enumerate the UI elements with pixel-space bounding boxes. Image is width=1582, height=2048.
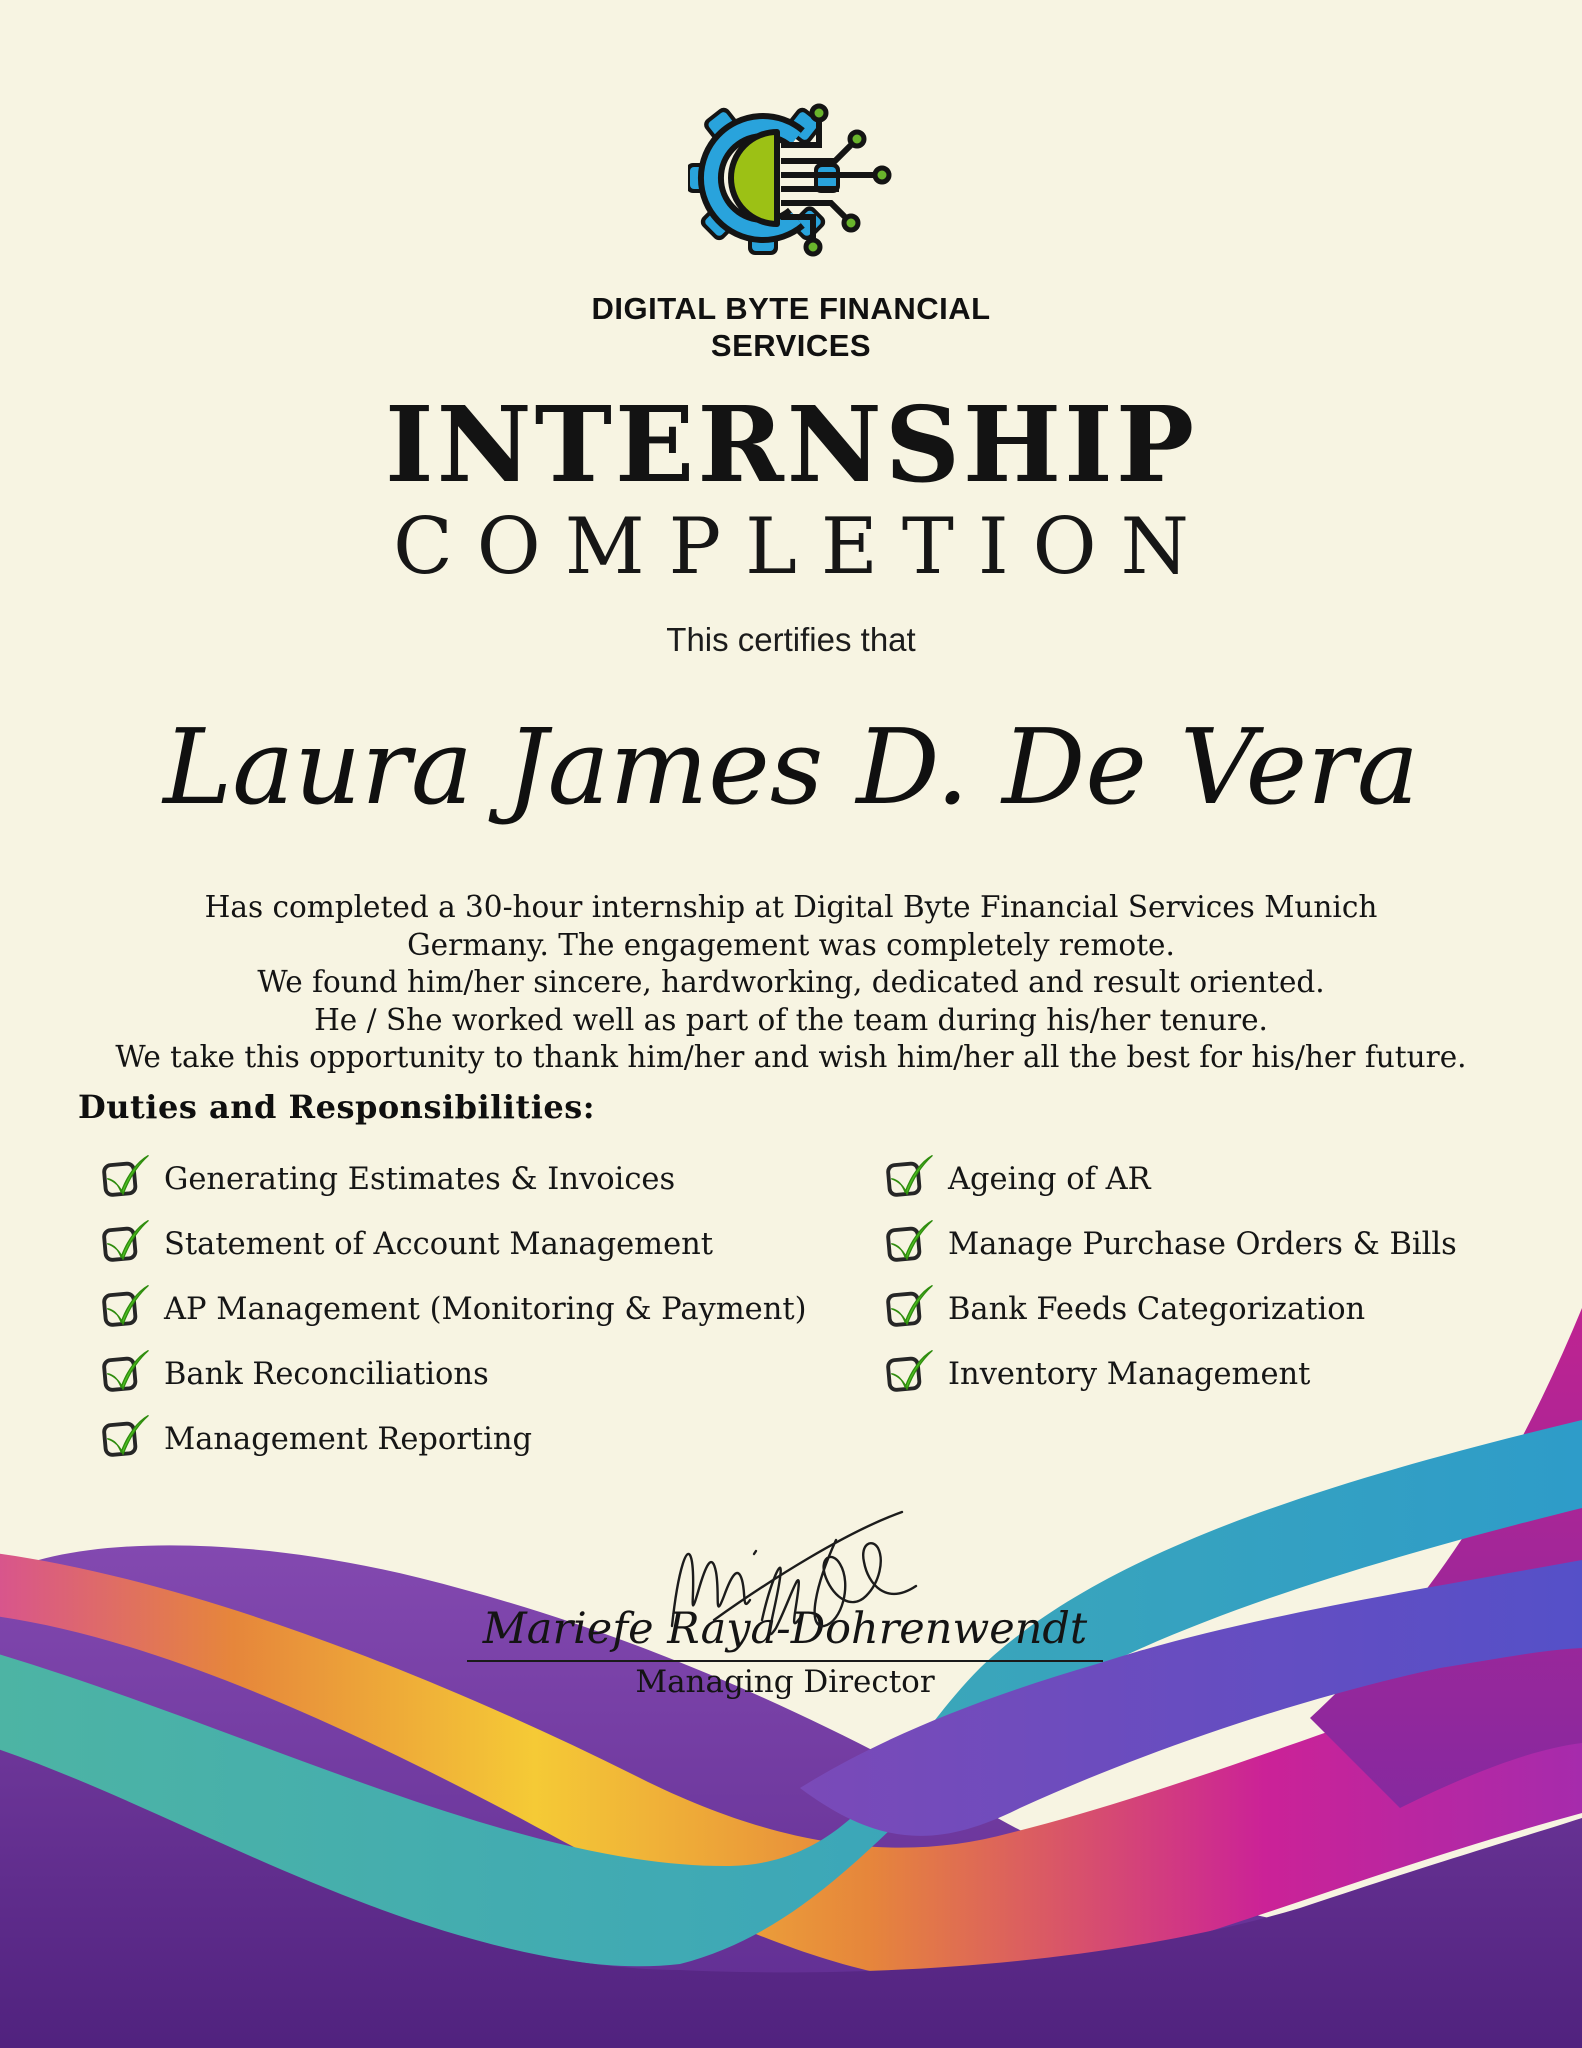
duty-item-label: Ageing of AR (948, 1161, 1151, 1197)
duties-column-2 (884, 1158, 1457, 1418)
recipient-name: Laura James D. De Vera (163, 706, 1419, 828)
organization-name (0, 290, 1582, 364)
checked-checkbox-icon (100, 1279, 150, 1329)
body-line: Germany. The engagement was completely remote. (407, 927, 1175, 962)
body-line: Has completed a 30-hour internship at Digital Byte Financial Services Munich (204, 890, 1378, 924)
duty-item-label: Generating Estimates & Invoices (164, 1161, 676, 1197)
body-line: He / She worked well as part of the team during his/her tenure. (314, 1002, 1268, 1037)
duty-item (100, 1418, 807, 1460)
organization-name-line1: DIGITAL BYTE FINANCIAL (591, 291, 991, 326)
duty-item-label: Bank Feeds Categorization (948, 1291, 1366, 1327)
duties-heading: Duties and Responsibilities: (78, 1088, 596, 1126)
checked-checkbox-icon (100, 1344, 150, 1394)
body-paragraph (0, 889, 1582, 1077)
duty-item-label: Statement of Account Management (164, 1226, 714, 1262)
duty-item (884, 1158, 1457, 1200)
checked-checkbox-icon (100, 1214, 150, 1264)
duty-item-label: Inventory Management (948, 1356, 1311, 1392)
organization-name-line2: SERVICES (710, 328, 872, 363)
certificate-title: INTERNSHIP (384, 383, 1198, 506)
signatory-name: Mariefe Raya-Dohrenwendt (467, 1604, 1103, 1662)
signature-block (0, 1498, 1570, 1702)
duty-item (884, 1288, 1457, 1330)
checked-checkbox-icon (884, 1149, 934, 1199)
duty-item-label: Management Reporting (164, 1421, 533, 1457)
duty-item (100, 1223, 807, 1265)
duty-item (100, 1353, 807, 1395)
checked-checkbox-icon (100, 1409, 150, 1459)
duty-item (884, 1223, 1457, 1265)
duty-item (884, 1353, 1457, 1395)
company-logo (688, 80, 894, 276)
duties-column-1 (100, 1158, 807, 1483)
duty-item-label: Manage Purchase Orders & Bills (948, 1226, 1457, 1262)
checked-checkbox-icon (884, 1344, 934, 1394)
duty-item-label: Bank Reconciliations (164, 1356, 489, 1392)
duty-item (100, 1158, 807, 1200)
checked-checkbox-icon (884, 1214, 934, 1264)
body-line: We take this opportunity to thank him/her and wish him/her all the best for his/her future. (115, 1040, 1467, 1074)
certifies-label: This certifies that (666, 621, 916, 658)
gear-circuit-logo-icon (688, 80, 894, 276)
body-line: We found him/her sincere, hardworking, dedicated and result oriented. (257, 965, 1325, 999)
checked-checkbox-icon (884, 1279, 934, 1329)
handwritten-signature-icon (650, 1498, 940, 1650)
signatory-title: Managing Director (635, 1663, 935, 1700)
duty-item (100, 1288, 807, 1330)
certificate-subtitle: COMPLETION (393, 502, 1213, 592)
checked-checkbox-icon (100, 1149, 150, 1199)
duty-item-label: AP Management (Monitoring & Payment) (164, 1291, 807, 1327)
